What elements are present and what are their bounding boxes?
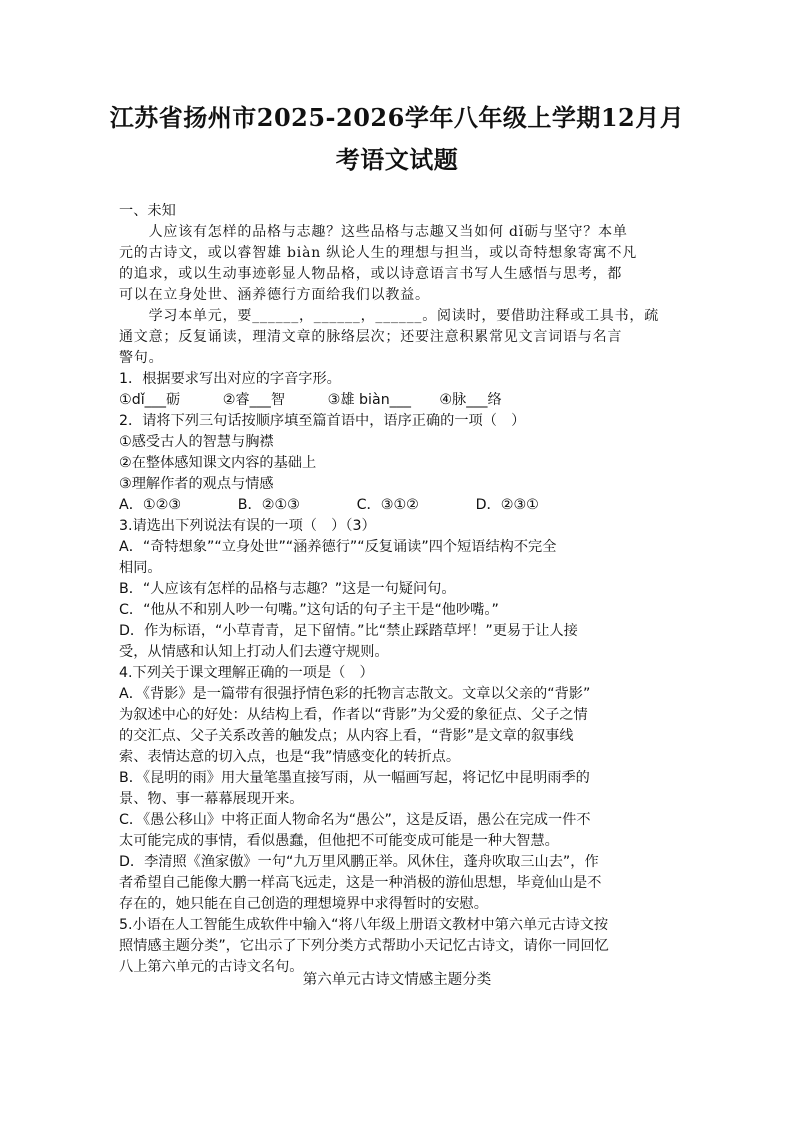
question-line: ②在整体感知课文内容的基础上	[119, 455, 317, 471]
section-heading: 一、未知	[119, 203, 176, 219]
page-title: 江苏省扬州市2025-2026学年八年级上学期12月月	[109, 103, 685, 132]
question-line: 景、物、事一幕幕展现开来。	[119, 791, 304, 807]
passage-line: 通文意；反复诵读，理清文章的脉络层次；还要注意积累常见文言词语与名言	[119, 329, 623, 345]
question-line: A．“奇特想象”“立身处世”“涵养德行”“反复诵读”四个短语结构不完全	[119, 539, 557, 555]
question-line: 照情感主题分类”，它出示了下列分类方式帮助小天记忆古诗文，请你一同回忆	[119, 938, 609, 954]
table-caption: 第六单元古诗文情感主题分类	[302, 972, 492, 988]
passage-line: 元的古诗文，或以睿智雄 biàn 纵论人生的理想与担当，或以奇特想象寄寓不凡	[119, 245, 638, 261]
question-line: 2．请将下列三句话按顺序填至篇首语中，语序正确的一项（ ）	[119, 413, 526, 429]
question-line: 者希望自己能像大鹏一样高飞远走，这是一种消极的游仙思想，毕竟仙山是不	[119, 875, 602, 891]
question-line: ①dǐ___砺 ②睿___智 ③雄 biàn___ ④脉___络	[119, 392, 502, 408]
question-line: 的交汇点、父子关系改善的触发点；从内容上看，“背影”是文章的叙事线	[119, 728, 574, 744]
question-line: 1．根据要求写出对应的字音字形。	[119, 371, 341, 387]
question-line: 为叙述中心的好处：从结构上看，作者以“背影”为父爱的象征点、父子之情	[119, 707, 588, 723]
question-line: A．①②③ B．②①③ C．③①② D．②③①	[119, 497, 539, 513]
page-title-line2: 考语文试题	[335, 145, 459, 174]
question-line: 4.下列关于课文理解正确的一项是（ ）	[119, 665, 374, 681]
question-line: ③理解作者的观点与情感	[119, 476, 274, 492]
question-line: 相同。	[119, 560, 162, 576]
question-line: A．《背影》是一篇带有很强抒情色彩的托物言志散文。文章以父亲的“背影”	[119, 686, 591, 702]
question-line: B．《昆明的雨》用大量笔墨直接写雨，从一幅画写起，将记忆中昆明雨季的	[119, 770, 590, 786]
question-line: B．“人应该有怎样的品格与志趣？”这是一句疑问句。	[119, 581, 456, 597]
question-line: 5.小语在人工智能生成软件中输入“将八年级上册语文教材中第六单元古诗文按	[119, 917, 609, 933]
question-line: 存在的，她只能在自己创造的理想境界中求得暂时的安慰。	[119, 896, 488, 912]
question-line: 八上第六单元的古诗文名句。	[119, 959, 304, 975]
passage-line: 可以在立身处世、涵养德行方面给我们以教益。	[119, 287, 430, 303]
passage-line: 人应该有怎样的品格与志趣？这些品格与志趣又当如何 dǐ砺与坚守？本单	[119, 224, 628, 240]
question-line: D．作为标语，“小草青青，足下留情。”比“禁止踩踏草坪！”更易于让人接	[119, 623, 578, 639]
passage-line: 警句。	[119, 350, 164, 366]
question-line: ①感受古人的智慧与胸襟	[119, 434, 274, 450]
question-line: C．“他从不和别人吵一句嘴。”这句话的句子主干是“他吵嘴。”	[119, 602, 499, 618]
passage-line: 学习本单元，要______，______，______。阅读时，要借助注释或工具书，疏	[119, 308, 659, 324]
question-line: D．李清照《渔家傲》一句“九万里风鹏正举。风休住，蓬舟吹取三山去”，作	[119, 854, 599, 870]
question-line: 受，从情感和认知上打动人们去遵守规则。	[119, 644, 389, 660]
question-line: 索、表情达意的切入点，也是“我”情感变化的转折点。	[119, 749, 461, 765]
question-line: 太可能完成的事情，看似愚蠢，但他把不可能变成可能是一种大智慧。	[119, 833, 559, 849]
passage-line: 的追求，或以生动事迹彰显人物品格，或以诗意语言书写人生感悟与思考，都	[119, 266, 623, 282]
question-line: C．《愚公移山》中将正面人物命名为“愚公”，这是反语，愚公在完成一件不	[119, 812, 591, 828]
question-line: 3.请选出下列说法有误的一项（ ）（3）	[119, 518, 376, 534]
